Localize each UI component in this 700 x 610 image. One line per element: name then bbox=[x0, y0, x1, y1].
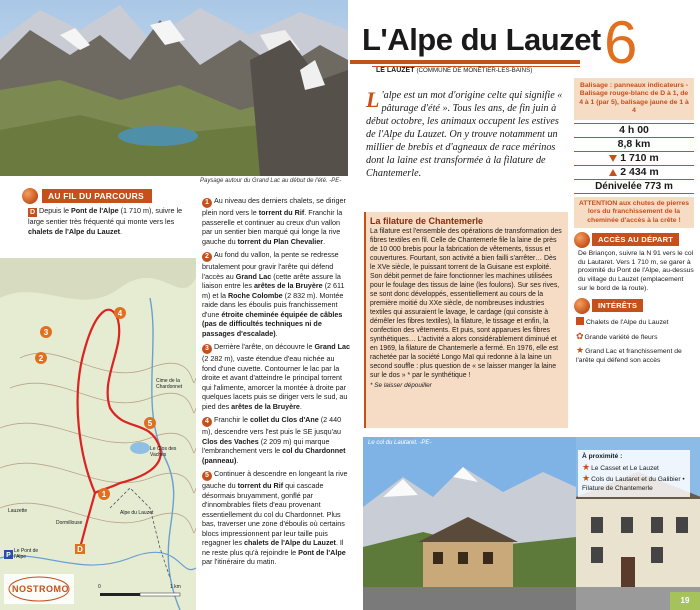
denivele-value: Dénivelée 773 m bbox=[595, 180, 673, 192]
step-badge: 4 bbox=[202, 417, 212, 427]
step-text: Continuer à descendre en longeant la rive gauche du torrent du Rif qui cascade désormais bruyamment, gonflé par d'innombrables filets d'eau provenant essentiellement du col du Chardonnet. Plus bas, traverser une zone d'éboulis où certains blocs impressionnent par leur taille puis regagner les chalets de l'Alpe du Lauzet. Il ne reste plus qu'à rejoindre le Pont de l'Alpe par l'itinéraire du matin. bbox=[202, 469, 348, 566]
scale-zero: 0 bbox=[98, 584, 101, 590]
alt-min-row bbox=[574, 152, 694, 166]
distance-value: 8,8 km bbox=[617, 138, 651, 151]
step-d bbox=[28, 206, 194, 236]
star-icon: ★ bbox=[582, 473, 591, 484]
intro-paragraph bbox=[366, 87, 566, 181]
map-label-lauzette: Lauzette bbox=[8, 508, 28, 514]
step-badge: 1 bbox=[202, 198, 212, 208]
step-text: Derrière l'arête, on découvre le Grand Lac (2 282 m), vaste étendue d'eau nichée au fond d'une cuvette. Contourner le lac par la droite et avant d'atteindre le principal torrent qui l'alimente, amorcer la montée à droite par quelques lacets puis se diriger vers le sud, au pied des arêtes de la Bruyère. bbox=[202, 342, 351, 411]
step-text: Au fond du vallon, la pente se redresse brutalement pour gravir l'arête qui défend l'accès au Grand Lac (cette arête assure la liaison entre les arêtes de la Bruyère (2 611 m) et la Roche Colombe (2 832 m). Montée raide dans les éboulis puis franchissement d'une étroite cheminée équipée de câbles (pas de difficultés techniques ni de passages d'escalade). bbox=[202, 250, 345, 338]
route-number: 6 bbox=[604, 9, 638, 76]
step-badge: 5 bbox=[202, 471, 212, 481]
duration-row bbox=[574, 124, 694, 138]
step-badge: 2 bbox=[202, 252, 212, 262]
step-text: Franchir le collet du Clos d'Ane (2 440 m), descendre vers l'est puis le SE jusqu'au Clos des Vaches (2 209 m) qui marque l'embranchement vers le col du Chardonnet (panneau). bbox=[202, 415, 346, 465]
map-label-pont: Le Pont de l'Alpe bbox=[14, 548, 39, 560]
interet-chalets bbox=[574, 317, 694, 328]
step-text: Au niveau des derniers chalets, se diriger plein nord vers le torrent du Rif. Franchir la passerelle et continuer au creux d'un vallon par un sentier bien marqué qui longe la rive gauche du torrent du Plan Chevalier. bbox=[202, 196, 346, 246]
interet-text: Grande variété de fleurs bbox=[584, 333, 658, 341]
filature-body: La filature est l'ensemble des opérations de transformation des fibres textiles en fil. Celle de Chantemerle file la laine de près de 10 000 brebis pour la fabrication de vêtements, tissus et couvertures. Fourtant, son activité a bien failli s'arrêter… Dès le XVe siècle, le puissant torrent de la Guisane est exploité. Son débit permet de faire fonctionner les machines utilisées pour le foulage des tissus de laine (les foulons). Sur ses rives, se sont donc développés, essentiellement au cours de la première moitié du XXe siècle, de nombreuses industries textiles qui assuraient le lavage, le cardage (qui consiste à démêler les fibres textiles), la filature, le tissage et enfin, la confection des vêtements. Et puis, sont apparues les fibres synthétiques… L'activité a alors considérablement diminué et en 1969, la filature de Chantemerle a fermé. En 1976, elle est rachetée par la société Longo Maï qui redonne à la laine un second souffle : plus question de « se laisser manger la laine sur le dos » * par le synthétique ! bbox=[370, 228, 562, 379]
dropcap: L bbox=[366, 87, 380, 112]
col-photo-caption: Le col du Lautaret. -PE- bbox=[368, 440, 432, 446]
steps-column bbox=[202, 196, 350, 567]
star-icon: ★ bbox=[582, 461, 591, 472]
subtitle-place: LE LAUZET bbox=[376, 67, 415, 74]
interet-fleurs bbox=[574, 331, 694, 343]
alt-max-row bbox=[574, 166, 694, 180]
svg-text:2: 2 bbox=[38, 354, 44, 363]
duration-value: 4 h 00 bbox=[619, 124, 649, 137]
star-icon: ★ bbox=[576, 345, 585, 356]
intro-text: 'alpe est un mot d'origine celte qui signifie « pâturage d'été ». Tous les ans, de fin juin à début octobre, les animaux occupent les estives de l'Alpe du Lauzet. On y trouve notamment un millier de brebis et d'agneaux de race mérinos dont la laine est transformée à la filature de Chantemerle. bbox=[366, 90, 563, 179]
svg-text:5: 5 bbox=[147, 419, 153, 428]
filature-box bbox=[364, 212, 568, 428]
svg-text:3: 3 bbox=[43, 328, 49, 337]
map-label-clos-vaches: Le Clos des Vaches bbox=[150, 446, 177, 458]
balisage-info: Balisage : panneaux indicateurs - Balisage rouge-blanc de D à 1, de 4 à 1 (par 5), balisage jaune de 1 à 4 bbox=[574, 78, 694, 120]
alt-max-value: 2 434 m bbox=[620, 166, 659, 179]
map-label-dormillouse: Dormillouse bbox=[56, 520, 83, 526]
attention-warning: ATTENTION aux chutes de pierres lors du franchissement de la cheminée d'accès à la crête ! bbox=[574, 197, 694, 228]
orange-bullet-icon bbox=[574, 232, 590, 248]
proximite-item bbox=[582, 462, 686, 474]
step-text: Depuis le Pont de l'Alpe (1 710 m), suivre le large sentier très fréquenté qui monte vers les chalets de l'Alpe du Lauzet. bbox=[28, 206, 183, 236]
acces-header bbox=[574, 232, 694, 248]
svg-text:1: 1 bbox=[101, 490, 107, 499]
proximite-text: Cols du Lautaret et du Galibier • Filature de Chantemerle bbox=[582, 476, 685, 492]
step-1 bbox=[202, 196, 350, 246]
denivele-row bbox=[574, 180, 694, 194]
filature-accent-bar bbox=[364, 212, 366, 428]
parcours-header bbox=[22, 188, 152, 204]
map-label-chardonnet: Cime de la Chardonnet bbox=[156, 378, 183, 390]
interets-title: INTÉRÊTS bbox=[592, 299, 643, 312]
svg-text:P: P bbox=[6, 552, 11, 559]
subtitle bbox=[376, 67, 532, 74]
title-rule bbox=[350, 60, 580, 64]
svg-text:4: 4 bbox=[117, 309, 123, 318]
flower-icon: ✿ bbox=[576, 330, 584, 341]
distance-row bbox=[574, 138, 694, 152]
interets-header bbox=[574, 298, 694, 314]
interet-lac bbox=[574, 345, 694, 365]
info-sidebar bbox=[574, 78, 694, 366]
trail-map bbox=[0, 258, 196, 610]
nostromo-logo bbox=[4, 574, 74, 604]
parcours-title: AU FIL DU PARCOURS bbox=[42, 189, 152, 203]
interet-text: Chalets de l'Alpe du Lauzet bbox=[586, 318, 669, 326]
stats-table bbox=[574, 123, 694, 194]
page-number: 19 bbox=[670, 592, 700, 610]
interet-text: Grand Lac et franchissement de l'arête qui défend son accès bbox=[576, 348, 682, 364]
map-label-alpe: Alpe du Lauzet bbox=[120, 510, 154, 516]
acces-text: De Briançon, suivre la N 91 vers le col du Lautaret. Vers 1 710 m, se garer à proximité du Pont de l'Alpe, au-dessus du village du Lauzet (emplacement sur le bord de la route). bbox=[578, 249, 694, 293]
step-badge: 3 bbox=[202, 344, 212, 354]
alt-min-value: 1 710 m bbox=[620, 152, 659, 165]
step-2 bbox=[202, 250, 350, 338]
filature-heading: La filature de Chantemerle bbox=[370, 216, 484, 226]
col-lautaret-photo bbox=[363, 437, 576, 610]
step-4 bbox=[202, 415, 350, 465]
photo-caption: Paysage autour du Grand Lac au début de l'été. -PE- bbox=[200, 178, 342, 184]
scale-one-km: 1 km bbox=[170, 584, 181, 590]
subtitle-commune: (COMMUNE DE MONÊTIER-LES-BAINS) bbox=[416, 67, 533, 74]
orange-bullet-icon bbox=[574, 298, 590, 314]
proximite-text: Le Casset et Le Lauzet bbox=[591, 464, 659, 472]
step-5 bbox=[202, 469, 350, 567]
mountain-lake-photo bbox=[0, 0, 348, 176]
proximite-title: À proximité : bbox=[582, 453, 623, 460]
step-badge: D bbox=[29, 209, 36, 216]
svg-text:D: D bbox=[77, 545, 83, 554]
logo-text: NOSTROMO bbox=[12, 584, 69, 594]
acces-title: ACCÈS AU DÉPART bbox=[592, 233, 679, 246]
proximite-item bbox=[582, 473, 686, 493]
proximite-box bbox=[578, 450, 690, 497]
page-title: L'Alpe du Lauzet bbox=[362, 22, 601, 57]
up-triangle-icon bbox=[609, 169, 617, 176]
chalet-icon bbox=[576, 317, 584, 325]
down-triangle-icon bbox=[609, 155, 617, 162]
step-3 bbox=[202, 342, 350, 411]
orange-bullet-icon bbox=[22, 188, 38, 204]
filature-note: * Se laisser dépouiller bbox=[370, 382, 432, 390]
